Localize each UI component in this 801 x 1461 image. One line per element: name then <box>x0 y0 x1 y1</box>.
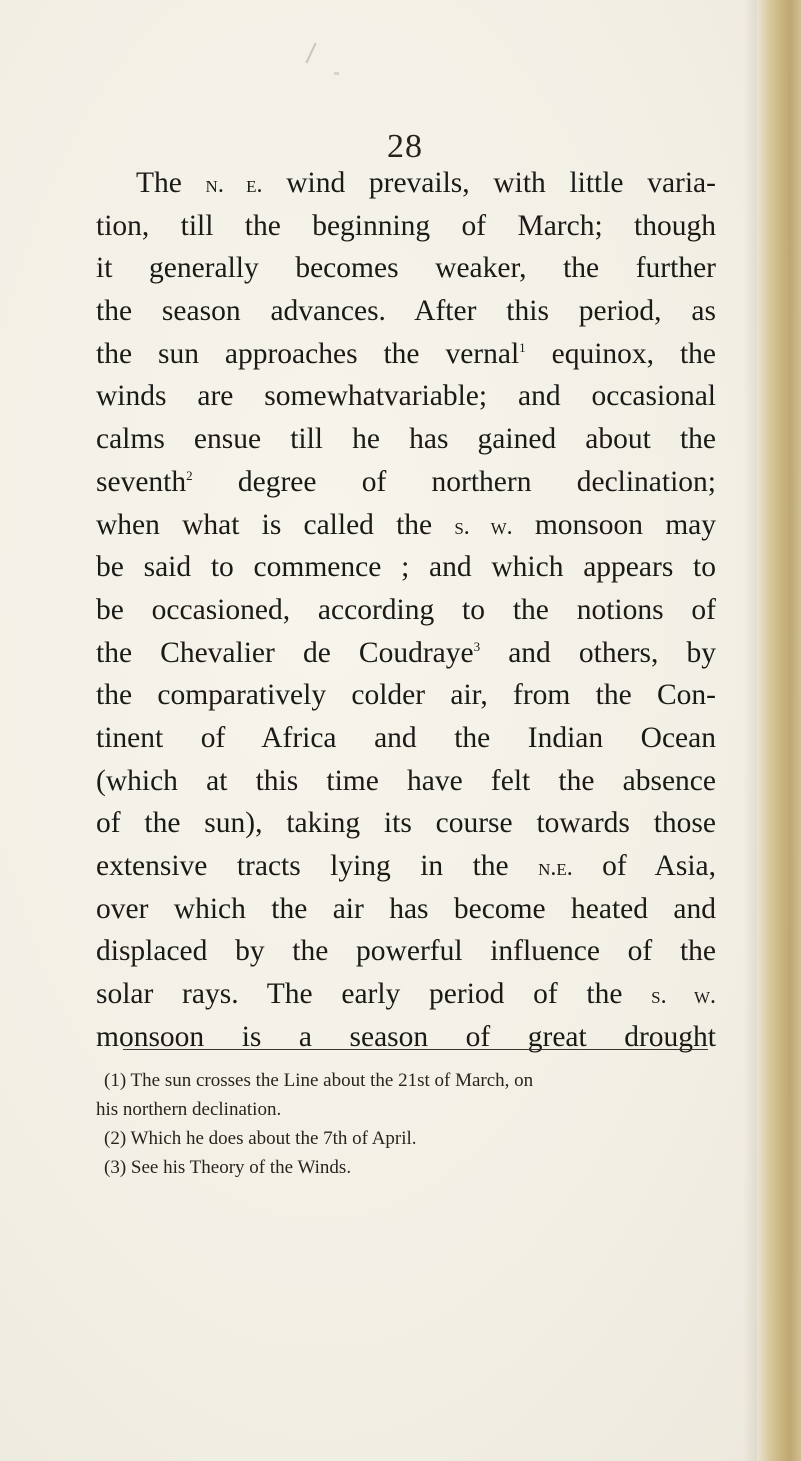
text-segment: extensive tracts lying in the <box>96 850 539 882</box>
text-segment: when what is called the <box>96 508 455 541</box>
footnote-rule <box>123 1049 708 1050</box>
text-line: it generally becomes weaker, the further <box>96 252 716 285</box>
text-segment: of Asia, <box>572 850 716 882</box>
text-segment: the sun approaches the vernal <box>96 337 520 370</box>
text-line <box>96 504 716 547</box>
text-line <box>96 461 716 504</box>
text-line: of the sun), taking its course towards those <box>96 807 716 840</box>
small-caps-abbreviation: s. w. <box>651 983 716 1010</box>
footnote-line: his northern declination. <box>96 1099 282 1120</box>
text-line: over which the air has become heated and <box>96 892 716 925</box>
text-segment: seventh <box>96 465 187 498</box>
text-line: the comparatively colder air, from the Con- <box>96 679 716 712</box>
footnote-line: (3) See his Theory of the Winds. <box>104 1157 352 1178</box>
pencil-mark <box>305 43 316 64</box>
text-segment: The <box>136 167 206 199</box>
footnote-marker: 1 <box>519 339 526 355</box>
text-line: (which at this time have felt the absence <box>96 764 716 797</box>
text-line: tinent of Africa and the Indian Ocean <box>96 721 716 754</box>
text-line: the season advances. After this period, as <box>96 295 716 328</box>
text-line: tion, till the beginning of March; though <box>96 209 716 242</box>
text-segment: monsoon may <box>512 508 717 541</box>
body-text <box>96 162 716 1058</box>
text-line <box>96 162 716 205</box>
small-caps-abbreviation: s. w. <box>454 513 513 540</box>
footnote-line: (2) Which he does about the 7th of April. <box>104 1128 417 1149</box>
footnotes <box>96 1066 716 1182</box>
text-segment: solar rays. The early period of the <box>96 978 652 1011</box>
small-caps-abbreviation: n.e. <box>538 855 573 881</box>
page-edge <box>757 0 801 1461</box>
text-segment: equinox, the <box>525 337 716 370</box>
text-segment: and others, by <box>480 636 716 669</box>
text-segment: wind prevails, with little varia- <box>262 167 716 199</box>
text-line: monsoon is a season of great drought <box>96 1020 716 1053</box>
footnote-marker: 3 <box>473 638 481 654</box>
text-line <box>96 333 716 376</box>
text-line: winds are somewhatvariable; and occasional <box>96 380 716 413</box>
small-caps-abbreviation: n. e. <box>205 172 263 198</box>
text-line: displaced by the powerful influence of the <box>96 935 716 968</box>
text-line: be occasioned, according to the notions of <box>96 593 716 626</box>
text-line: be said to commence ; and which appears to <box>96 551 716 584</box>
pencil-dot <box>334 72 339 75</box>
text-line <box>96 973 716 1016</box>
gutter-shadow <box>743 0 757 1461</box>
text-segment: degree of northern declination; <box>192 465 716 498</box>
footnote-line: (1) The sun crosses the Line about the 21st of March, on <box>104 1070 534 1091</box>
text-line: calms ensue till he has gained about the <box>96 423 716 456</box>
text-segment: the Chevalier de Coudraye <box>96 636 474 669</box>
footnote-marker: 2 <box>186 467 193 483</box>
page-number: 28 <box>387 128 423 165</box>
text-line <box>96 632 716 675</box>
text-line <box>96 845 716 888</box>
